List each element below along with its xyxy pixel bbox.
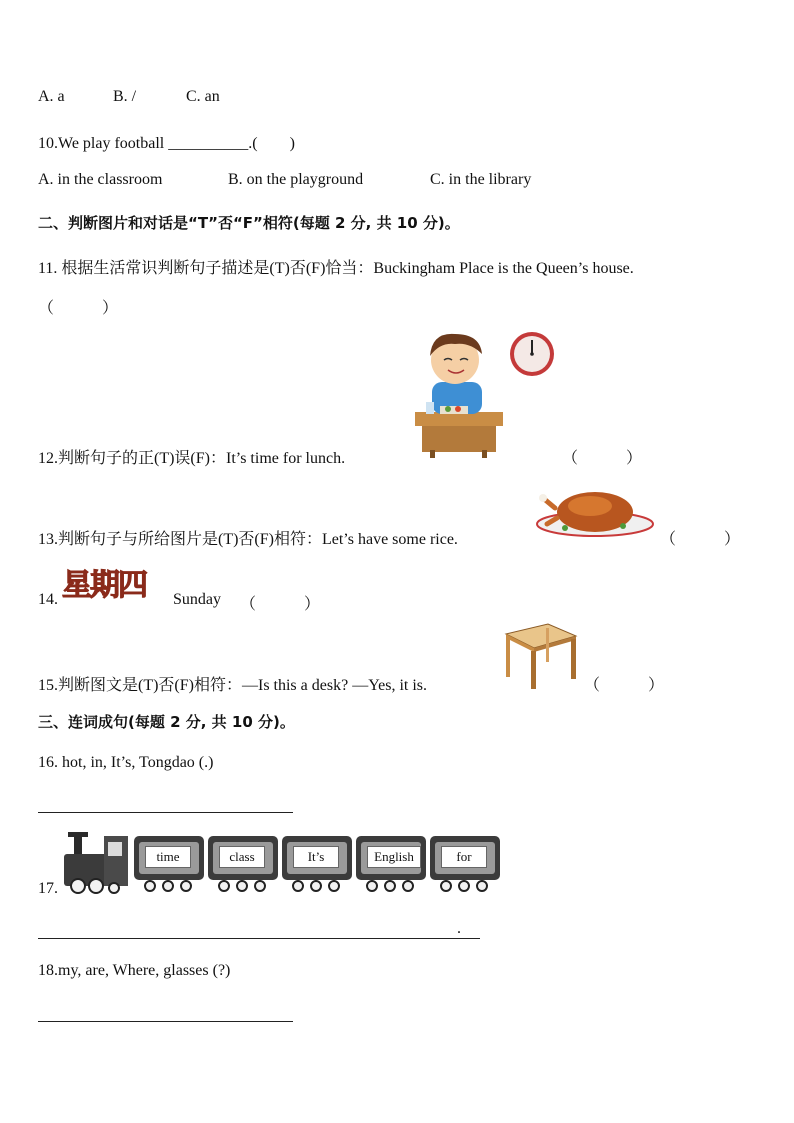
q10-stem: 10.We play football __________.( ) — [38, 135, 295, 152]
desk-image — [498, 622, 578, 690]
q10-option-b: B. on the playground — [228, 171, 364, 188]
thursday-image-text: 星期四 — [62, 568, 146, 603]
q13-answer-paren: （ ） — [660, 531, 741, 548]
train-word-3: It’s — [293, 846, 339, 868]
q11-answer-paren: （ ） — [38, 300, 119, 317]
q10-option-c: C. in the library — [430, 171, 532, 188]
q15-answer-paren: （ ） — [584, 677, 665, 694]
lunch-tray-shape — [440, 406, 468, 414]
q16-answer-line[interactable] — [38, 812, 293, 813]
q17-number: 17. — [38, 880, 58, 897]
q13-stem: 13.判断句子与所给图片是(T)否(F)相符：Let’s have some rice. — [38, 531, 458, 548]
q16-stem: 16. hot, in, It’s, Tongdao (.) — [38, 754, 214, 771]
q14-number: 14. — [38, 591, 58, 608]
desk-top-shape — [506, 624, 576, 648]
q9-option-c: C. an — [186, 88, 220, 105]
train-word-4: English — [367, 846, 421, 868]
desk-front-shape — [422, 426, 496, 452]
q15-stem: 15.判断图文是(T)否(F)相符：—Is this a desk? —Yes, it is. — [38, 677, 428, 694]
boy-eating-lunch-image — [410, 330, 560, 460]
train-word-2: class — [219, 846, 265, 868]
train-image — [60, 830, 505, 896]
q14-answer-paren: （ ） — [240, 596, 321, 613]
q18-stem: 18.my, are, Where, glasses (?) — [38, 962, 231, 979]
desk-top-shape — [415, 412, 503, 426]
train-word-5: for — [441, 846, 487, 868]
q10-option-a: A. in the classroom — [38, 171, 163, 188]
section-3-heading: 三、连词成句(每题 2 分, 共 10 分)。 — [38, 713, 295, 731]
desk-leg-right — [482, 450, 487, 458]
q9-option-b: B. / — [113, 88, 137, 105]
q12-answer-paren: （ ） — [562, 450, 643, 467]
cup-shape — [426, 402, 434, 414]
q11-stem: 11. 根据生活常识判断句子描述是(T)否(F)恰当：Buckingham Place is the Queen’s house. — [38, 260, 634, 277]
q12-stem: 12.判断句子的正(T)误(F)：It’s time for lunch. — [38, 450, 346, 467]
q17-end-mark: . — [457, 920, 461, 937]
q9-option-a: A. a — [38, 88, 65, 105]
section-2-heading: 二、判断图片和对话是“T”否“F”相符(每题 2 分, 共 10 分)。 — [38, 214, 460, 232]
train-word-1: time — [145, 846, 191, 868]
q14-word: Sunday — [173, 591, 221, 608]
roast-turkey-image — [535, 478, 655, 543]
q18-answer-line[interactable] — [38, 1021, 293, 1022]
desk-leg-left — [430, 450, 435, 458]
q17-answer-line[interactable] — [38, 938, 480, 939]
